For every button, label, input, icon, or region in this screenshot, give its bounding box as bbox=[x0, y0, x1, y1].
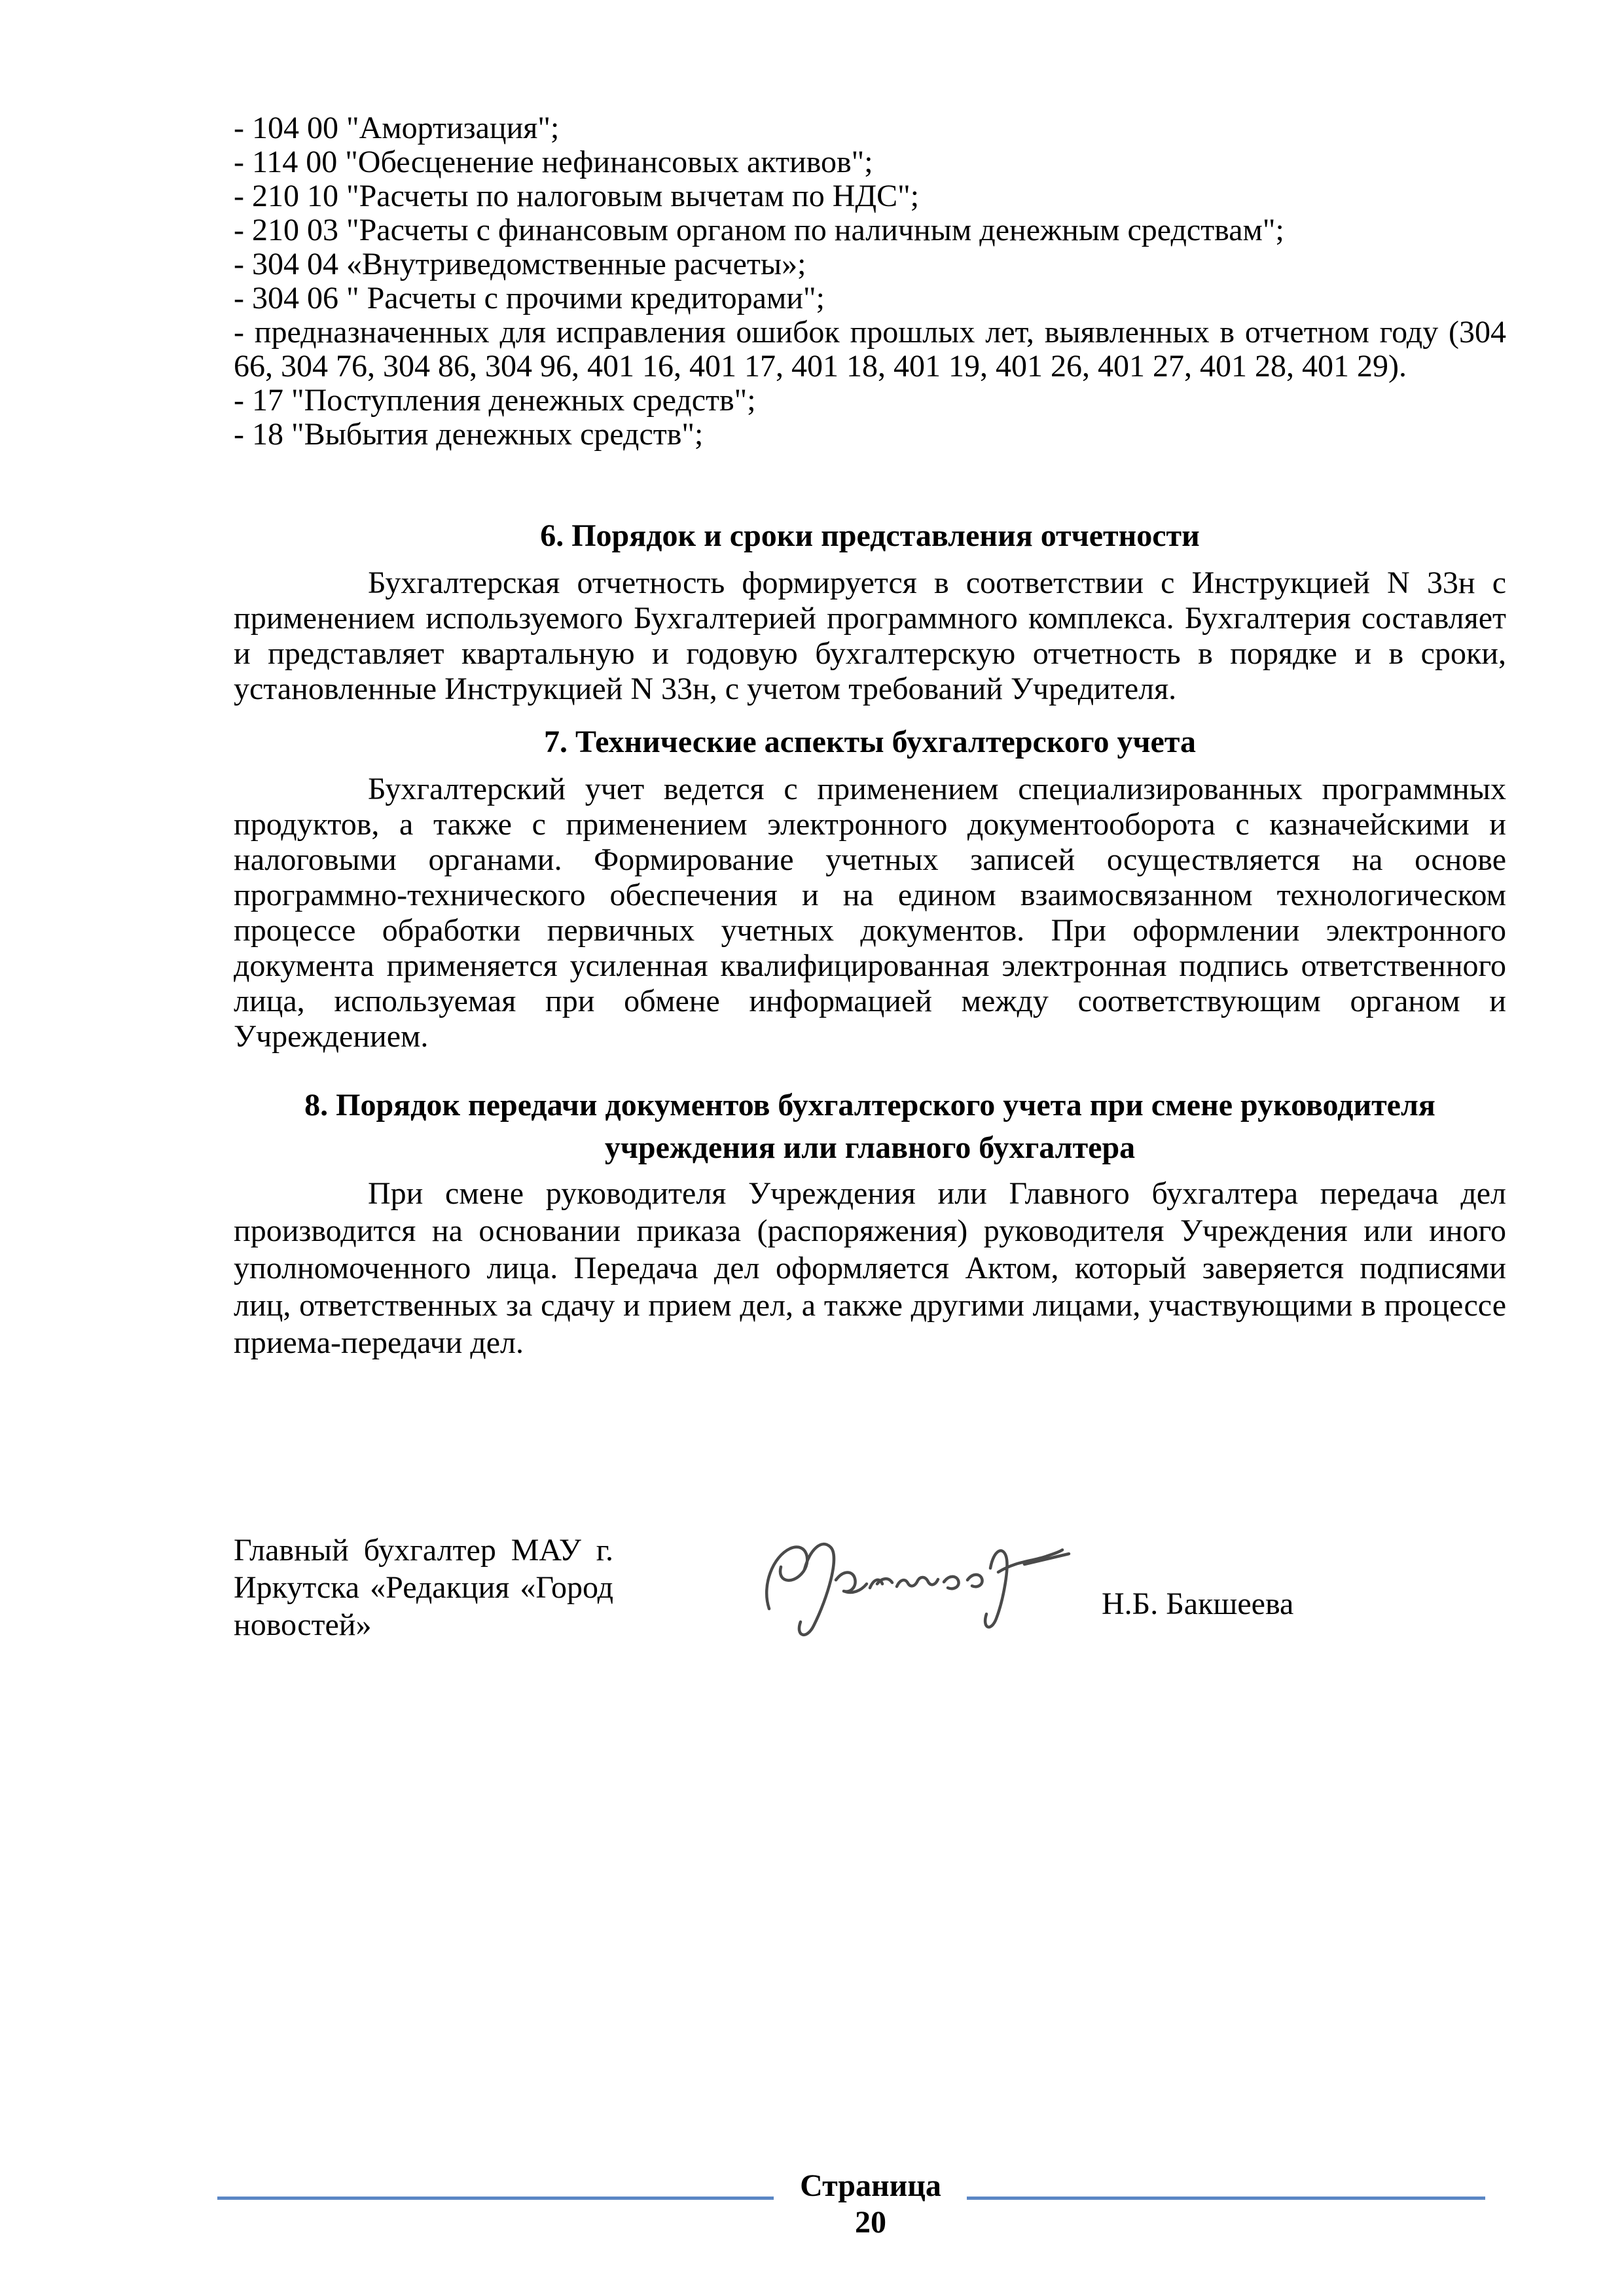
page-footer bbox=[740, 2168, 1001, 2241]
list-item: - 104 00 "Амортизация"; bbox=[234, 111, 560, 145]
account-list bbox=[234, 111, 1506, 452]
handwritten-signature-icon bbox=[744, 1512, 1072, 1656]
list-item: - 304 06 " Расчеты с прочими кредиторами"; bbox=[234, 281, 825, 315]
section-6-heading: 6. Порядок и сроки представления отчетности bbox=[540, 518, 1200, 553]
signature-block bbox=[234, 1532, 1506, 1662]
document-content bbox=[234, 111, 1506, 1662]
section-8-heading: 8. Порядок передачи документов бухгалтерского учета при смене руководителя учреждения или главного бухгалтера bbox=[304, 1088, 1435, 1165]
list-item: - 210 03 "Расчеты с финансовым органом по наличным денежным средствам"; bbox=[234, 213, 1284, 247]
list-item: - 114 00 "Обесценение нефинансовых активов"; bbox=[234, 145, 873, 179]
section-6-paragraph: Бухгалтерская отчетность формируется в соответствии с Инструкцией N 33н с применением используемого Бухгалтерией программного комплекса. Бухгалтерия составляет и представляет квартальную и годовую бухгалтерскую отчетность в порядке и в сроки, установленные Инструкцией N 33н, с учетом требований Учредителя. bbox=[234, 565, 1506, 706]
list-item: - предназначенных для исправления ошибок прошлых лет, выявленных в отчетном году (304 66, 304 76, 304 86, 304 96, 401 16, 401 17, 401 18, 401 19, 401 26, 401 27, 401 28, 401 29). bbox=[234, 315, 1506, 384]
section-7-paragraph: Бухгалтерский учет ведется с применением специализированных программных продуктов, а также с применением электронного документооборота с казначейскими и налоговыми органами. Формирование учетных записей осуществляется на основе программно-технического обеспечения и на едином взаимосвязанном технологическом процессе обработки первичных учетных документов. При оформлении электронного документа применяется усиленная квалифицированная электронная подпись ответственного лица, используемая при обмене информацией между соответствующим органом и Учреждением. bbox=[234, 772, 1506, 1054]
list-item: - 304 04 «Внутриведомственные расчеты»; bbox=[234, 247, 806, 281]
list-item: - 18 "Выбытия денежных средств"; bbox=[234, 417, 704, 452]
footer-rule-right bbox=[967, 2197, 1485, 2200]
list-item: - 210 10 "Расчеты по налоговым вычетам по НДС"; bbox=[234, 179, 920, 213]
section-8-paragraph: При смене руководителя Учреждения или Главного бухгалтера передача дел производится на основании приказа (распоряжения) руководителя Учреждения или иного уполномоченного лица. Передача дел оформляется Актом, который заверяется подписями лиц, ответственных за сдачу и прием дел, а также другими лицами, участвующими в процессе приема-передачи дел. bbox=[234, 1176, 1506, 1360]
footer-page-number: 20 bbox=[855, 2205, 886, 2240]
list-item: - 17 "Поступления денежных средств"; bbox=[234, 383, 756, 418]
footer-page-label: Страница bbox=[800, 2168, 941, 2203]
signature-name: Н.Б. Бакшеева bbox=[1102, 1587, 1294, 1621]
signature-position: Главный бухгалтер МАУ г. Иркутска «Редакция «Город новостей» bbox=[234, 1533, 613, 1642]
section-7-heading: 7. Технические аспекты бухгалтерского учета bbox=[543, 725, 1197, 759]
footer-rule-left bbox=[217, 2197, 774, 2200]
